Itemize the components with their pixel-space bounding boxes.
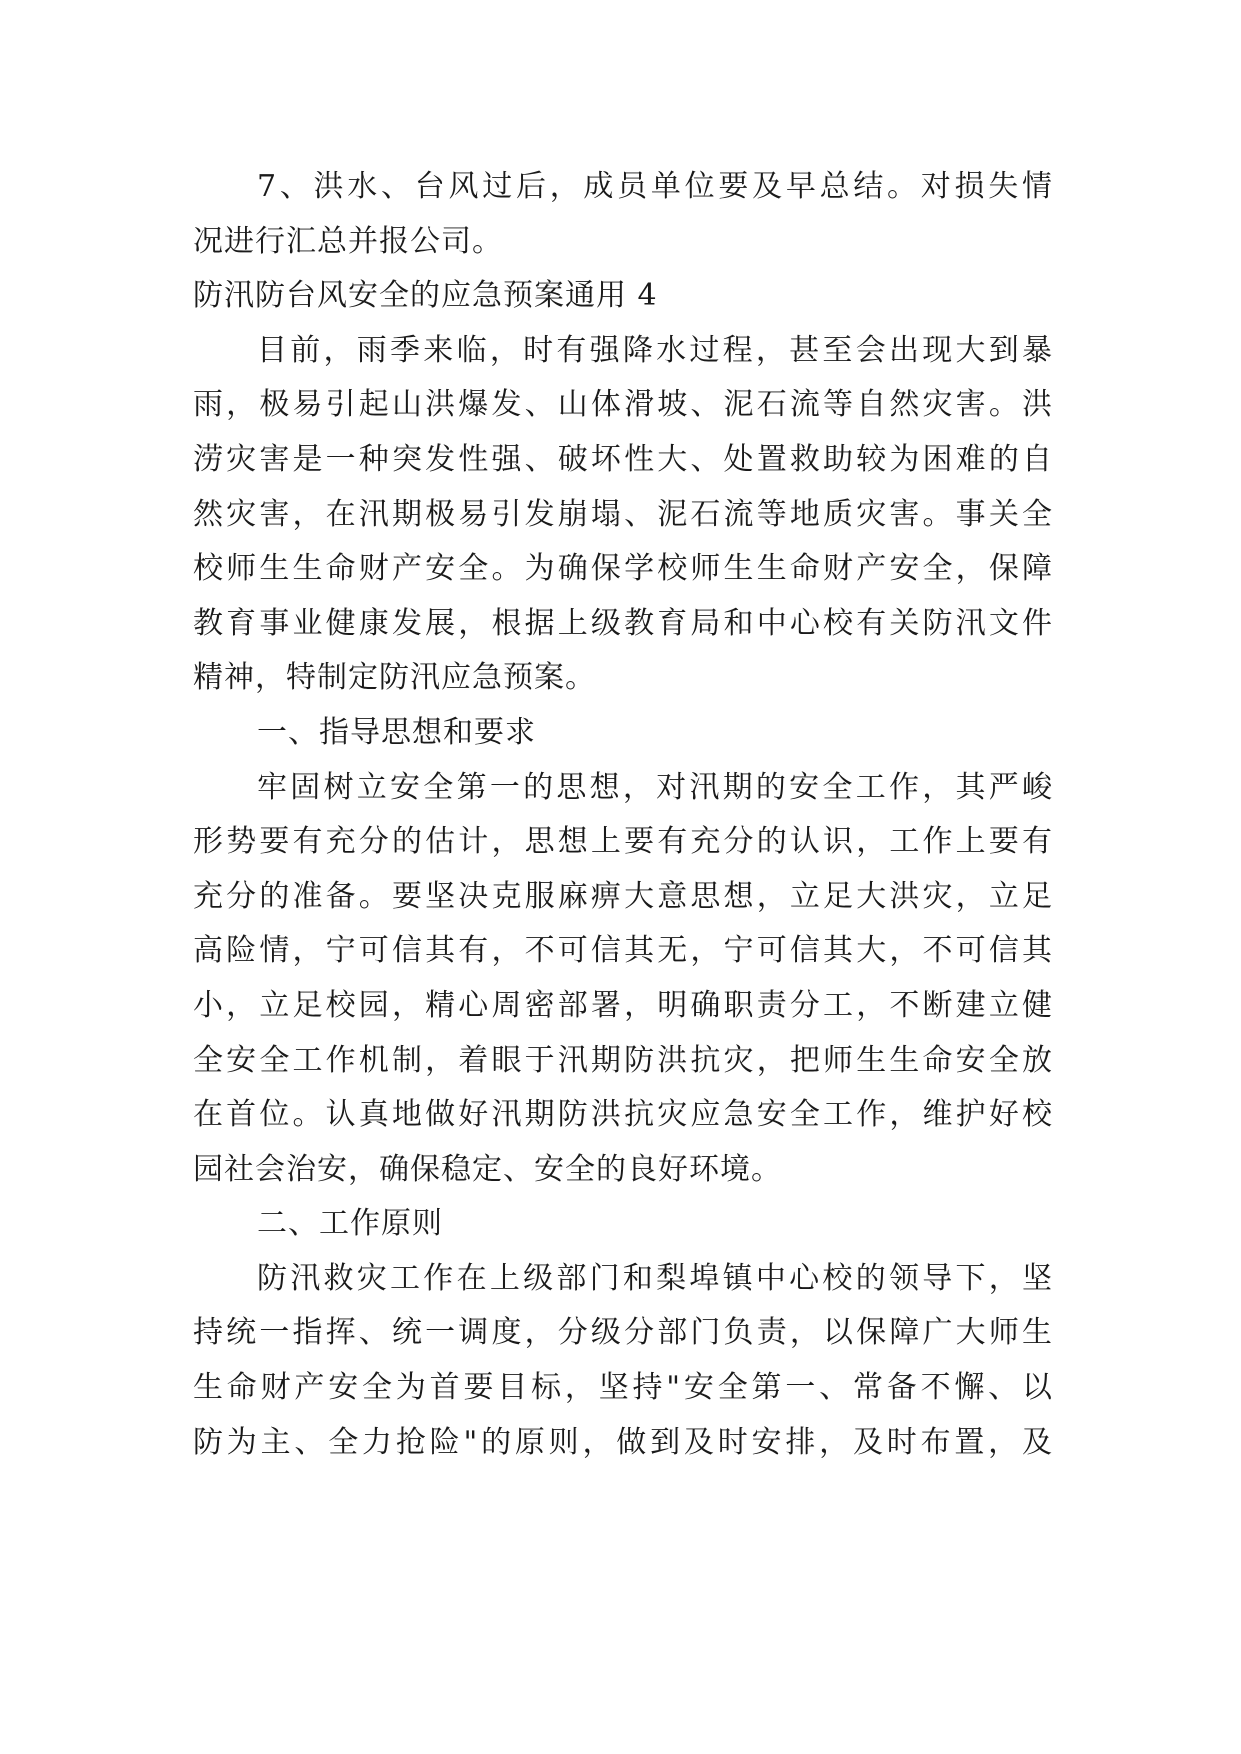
text-line: 教育事业健康发展，根据上级教育局和中心校有关防汛文件 bbox=[193, 605, 1053, 641]
text-line: 形势要有充分的估计，思想上要有充分的认识，工作上要有 bbox=[193, 824, 1053, 860]
document-body bbox=[193, 160, 1053, 1470]
text-line: 校师生生命财产安全。为确保学校师生生命财产安全，保障 bbox=[193, 551, 1053, 587]
text-line: 况进行汇总并报公司。 bbox=[193, 223, 503, 259]
text-line: 牢固树立安全第一的思想，对汛期的安全工作，其严峻 bbox=[257, 769, 1053, 805]
text-line: 精神，特制定防汛应急预案。 bbox=[193, 660, 596, 696]
text-line: 然灾害，在汛期极易引发崩塌、泥石流等地质灾害。事关全 bbox=[193, 496, 1053, 532]
text-line: 小，立足校园，精心周密部署，明确职责分工，不断建立健 bbox=[193, 987, 1053, 1023]
text-line: 生命财产安全为首要目标，坚持"安全第一、常备不懈、以 bbox=[193, 1370, 1053, 1406]
text-line: 涝灾害是一种突发性强、破坏性大、处置救助较为困难的自 bbox=[193, 441, 1053, 477]
text-line: 园社会治安，确保稳定、安全的良好环境。 bbox=[193, 1151, 782, 1187]
text-line: 二、工作原则 bbox=[257, 1206, 443, 1242]
text-line: 充分的准备。要坚决克服麻痹大意思想，立足大洪灾，立足 bbox=[193, 878, 1053, 914]
text-line: 在首位。认真地做好汛期防洪抗灾应急安全工作，维护好校 bbox=[193, 1097, 1053, 1133]
text-line: 雨，极易引起山洪爆发、山体滑坡、泥石流等自然灾害。洪 bbox=[193, 387, 1053, 423]
text-line: 目前，雨季来临，时有强降水过程，甚至会出现大到暴 bbox=[257, 332, 1053, 368]
text-line: 持统一指挥、统一调度，分级分部门负责，以保障广大师生 bbox=[193, 1315, 1053, 1351]
text-line: 防汛救灾工作在上级部门和梨埠镇中心校的领导下，坚 bbox=[257, 1260, 1053, 1296]
text-line: 全安全工作机制，着眼于汛期防洪抗灾，把师生生命安全放 bbox=[193, 1042, 1053, 1078]
text-line: 高险情，宁可信其有，不可信其无，宁可信其大，不可信其 bbox=[193, 933, 1053, 969]
text-line: 防为主、全力抢险"的原则，做到及时安排，及时布置，及 bbox=[193, 1424, 1053, 1460]
text-line: 防汛防台风安全的应急预案通用 4 bbox=[193, 278, 658, 314]
text-line: 7、洪水、台风过后，成员单位要及早总结。对损失情 bbox=[257, 169, 1053, 204]
text-line: 一、指导思想和要求 bbox=[257, 714, 536, 750]
